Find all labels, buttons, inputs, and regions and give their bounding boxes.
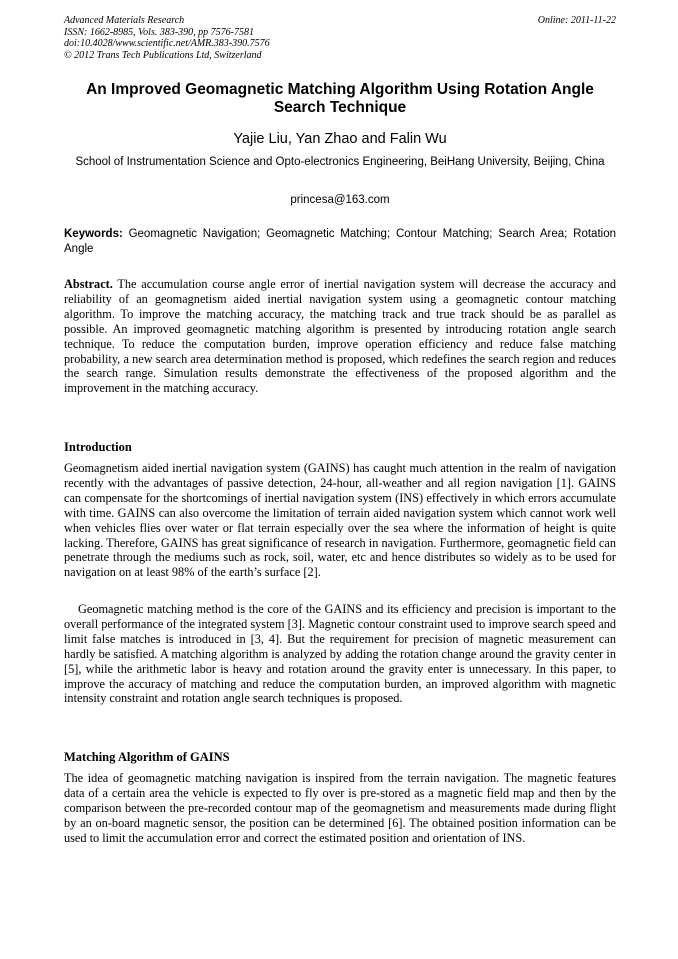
- section-heading-introduction: Introduction: [64, 440, 132, 454]
- section-heading-matching-algorithm: Matching Algorithm of GAINS: [64, 750, 230, 764]
- abstract-label: Abstract.: [64, 277, 113, 291]
- doi-line: doi:10.4028/www.scientific.net/AMR.383-390.7576: [64, 38, 270, 49]
- keywords-label: Keywords:: [64, 228, 123, 240]
- paper-authors: Yajie Liu, Yan Zhao and Falin Wu: [233, 131, 447, 147]
- journal-header: [64, 15, 616, 61]
- issn-line: ISSN: 1662-8985, Vols. 383-390, pp 7576-7581: [64, 26, 254, 38]
- paragraph: The idea of geomagnetic matching navigation is inspired from the terrain navigation. The magnetic features data of a certain area the vehicle is expected to fly over is pre-stored as a magnetic field map and then by the comparison between the pre-recorded contour map of the geomagnetism and measurements made during flight by an on-board magnetic sensor, the position can be determined [6]. The obtained position information can be used to limit the accumulation error and correct the estimated position and orientation of INS.: [64, 771, 616, 845]
- journal-name: Advanced Materials Research: [64, 15, 185, 26]
- online-date: Online: 2011-11-22: [537, 15, 616, 26]
- keywords-block: [64, 227, 616, 257]
- paragraph: Geomagnetism aided inertial navigation system (GAINS) has caught much attention in the realm of navigation recently with the advantages of passive detection, 24-hour, all-weather and all region navigation [1]. GAINS can compensate for the shortcomings of inertial navigation system (INS) effectively in which errors accumulate with time. GAINS can also overcome the limitation of terrain aided navigation system which cannot work well when vehicles flies over water or flat terrain especially over the sea where the information of height is quite lacking. Therefore, GAINS has great significance of research in navigation. Furthermore, geomagnetic field can penetrate through the mediums such as rock, soil, water, etc and hence distributes so widely as to be used for navigation on at least 98% of the earth’s surface [2].: [64, 461, 616, 580]
- paper-title: An Improved Geomagnetic Matching Algorithm Using Rotation Angle Search Technique: [86, 81, 594, 116]
- abstract-text: The accumulation course angle error of inertial navigation system will decrease the accuracy and reliability of an geomagnetism aided inertial navigation system using a geomagnetic contour matching algorithm. To improve the matching accuracy, the matching track and true track should be as parallel as possible. An improved geomagnetic matching algorithm is presented by introducing rotation angle search technique. To reduce the computation burden, improve operation efficiency and reduce false matching probability, a new search area determination method is proposed, which redefines the search region and reduces the search range. Simulation results demonstrate the effectiveness of the proposed algorithm and the improvement in the matching accuracy.: [64, 277, 617, 396]
- keywords-text: Geomagnetic Navigation; Geomagnetic Matching; Contour Matching; Search Area; Rotation Angle: [64, 228, 616, 255]
- copyright-line: © 2012 Trans Tech Publications Ltd, Switzerland: [64, 49, 262, 61]
- paragraph: Geomagnetic matching method is the core of the GAINS and its efficiency and precision is important to the overall performance of the integrated system [3]. Magnetic contour constraint used to improve search speed and limit false matches is introduced in [3, 4]. But the requirement for precision of magnetic measurement can hardly be satisfied. A matching algorithm is analyzed by adding the rotation change around the gravity center in [5], while the arithmetic labor is heavy and rotation around the gravity enter is unnecessary. In this paper, to improve the accuracy of matching and reduce the computation burden, an improved algorithm with magnetic intensity constraint and rotation angle search techniques is proposed.: [64, 602, 616, 706]
- author-email: princesa@163.com: [290, 194, 390, 206]
- author-affiliation: School of Instrumentation Science and Opto-electronics Engineering, BeiHang University, Beijing, China: [75, 156, 605, 168]
- journal-info: [64, 15, 616, 61]
- abstract-block: [64, 277, 616, 396]
